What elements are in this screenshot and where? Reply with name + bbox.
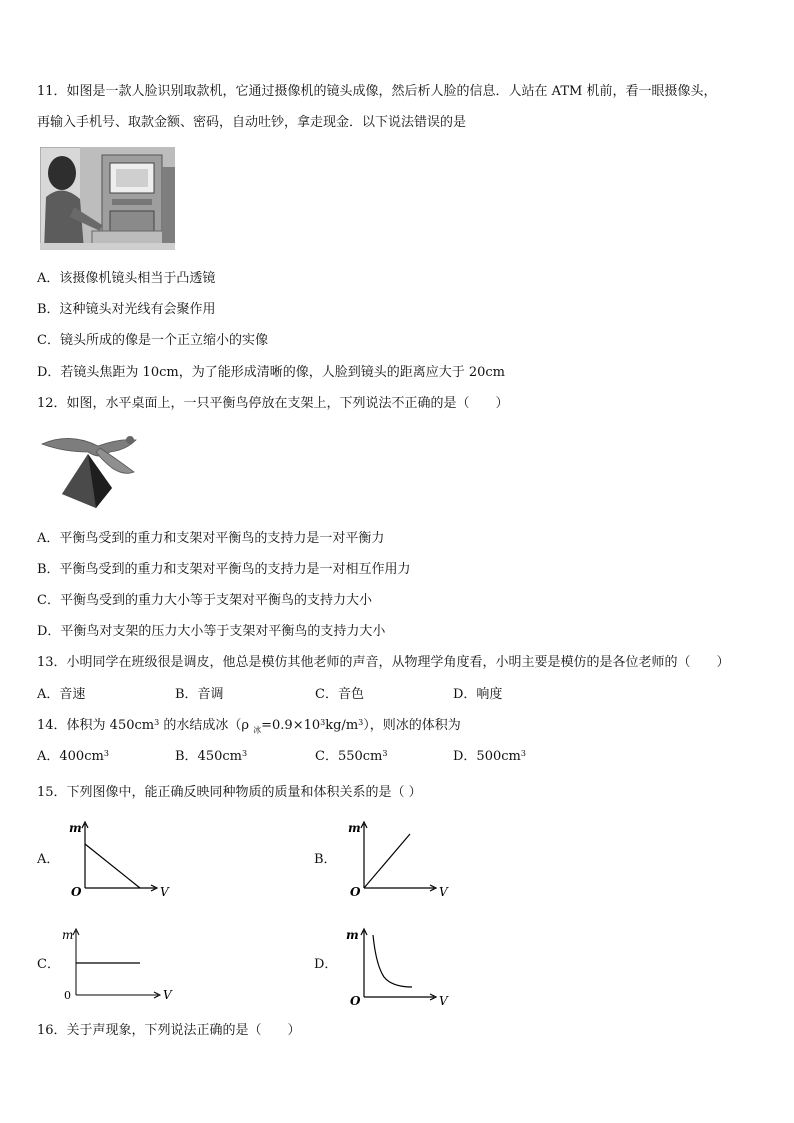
- graph-d-label: D．: [314, 957, 338, 972]
- q11-option-b: B．这种镜头对光线有会聚作用: [37, 302, 216, 317]
- graph-b-x-label: V: [439, 885, 448, 898]
- q13-option-d: D．响度: [453, 687, 503, 702]
- q14-option-a: A．$400cm^3$: [37, 749, 109, 764]
- graph-d-y-label: m: [346, 928, 359, 942]
- q12-stem: 12．如图，水平桌面上，一只平衡鸟停放在支架上，下列说法不正确的是（ ）: [37, 396, 509, 411]
- graph-b-origin: O: [350, 885, 361, 898]
- q15-stem: 15．下列图像中，能正确反映同种物质的质量和体积关系的是（ ）: [37, 785, 422, 800]
- graph-d: [340, 925, 450, 1007]
- graph-c-origin: 0: [64, 989, 71, 1002]
- q13-stem: 13．小明同学在班级很是调皮，他总是模仿其他老师的声音，从物理学角度看，小明主要是模仿的是各位老师的（ ）: [37, 655, 730, 670]
- graph-a: [65, 818, 175, 898]
- graph-c-label: C．: [37, 957, 60, 972]
- graph-c-y-label: m: [62, 928, 74, 942]
- q11-stem-line1: 11．如图是一款人脸识别取款机，它通过摄像机的镜头成像，然后析人脸的信息．人站在 ATM 机前，看一眼摄像头，: [37, 84, 717, 99]
- graph-a-x-label: V: [160, 885, 169, 898]
- graph-c: [60, 925, 180, 1005]
- q13-option-b: B．音调: [175, 687, 224, 702]
- q14-option-b: B．$450cm^3$: [175, 749, 248, 764]
- q16-stem: 16．关于声现象，下列说法正确的是（ ）: [37, 1023, 301, 1038]
- q13-option-a: A．音速: [37, 687, 86, 702]
- q14-option-d: D．$500cm^3$: [453, 749, 526, 764]
- q14-option-c: C．$550cm^3$: [315, 749, 388, 764]
- q14-stem: 14．体积为 $450cm^3$ 的水结成冰（ρ $_冰=0.9\times 10^3kg/m^3$），则冰的体积为: [37, 718, 461, 735]
- q13-option-c: C．音色: [315, 687, 364, 702]
- balance-bird-photo: [40, 430, 140, 510]
- q12-option-c: C．平衡鸟受到的重力大小等于支架对平衡鸟的支持力大小: [37, 593, 372, 608]
- q11-option-c: C．镜头所成的像是一个正立缩小的实像: [37, 333, 268, 348]
- graph-d-x-label: V: [439, 994, 448, 1007]
- q12-option-b: B．平衡鸟受到的重力和支架对平衡鸟的支持力是一对相互作用力: [37, 562, 411, 577]
- q11-option-d: D．若镜头焦距为 10cm，为了能形成清晰的像，人脸到镜头的距离应大于 20cm: [37, 365, 505, 380]
- atm-face-recognition-photo: [40, 147, 175, 250]
- graph-a-origin: O: [71, 885, 82, 898]
- q12-option-a: A．平衡鸟受到的重力和支架对平衡鸟的支持力是一对平衡力: [37, 531, 385, 546]
- graph-a-y-label: m: [69, 821, 82, 835]
- graph-c-x-label: V: [163, 988, 172, 1002]
- graph-b: [340, 818, 450, 898]
- q11-stem-line2: 再输入手机号、取款金额、密码，自动吐钞，拿走现金．以下说法错误的是: [37, 115, 467, 130]
- graph-b-y-label: m: [348, 821, 361, 835]
- q11-option-a: A．该摄像机镜头相当于凸透镜: [37, 271, 216, 286]
- graph-a-label: A．: [37, 852, 60, 867]
- graph-b-label: B．: [314, 852, 337, 867]
- q12-option-d: D．平衡鸟对支架的压力大小等于支架对平衡鸟的支持力大小: [37, 624, 386, 639]
- graph-d-origin: O: [350, 994, 361, 1007]
